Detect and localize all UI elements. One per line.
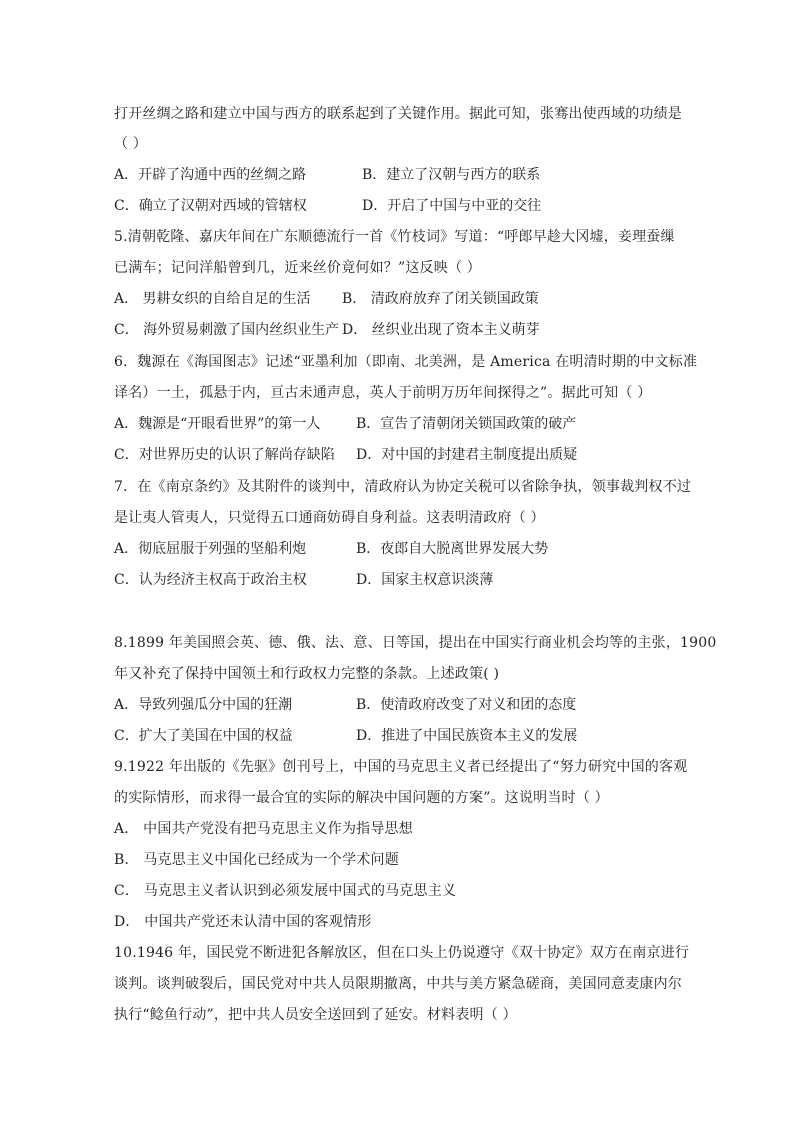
question-4-stem-line-1: 打开丝绸之路和建立中国与西方的联系起到了关键作用。据此可知，张骞出使西域的功绩是: [114, 106, 682, 122]
question-7-option-a[interactable]: A．彻底屈服于列强的坚船利炮: [114, 541, 307, 557]
question-4-option-d[interactable]: D．开启了中国与中亚的交往: [362, 198, 542, 214]
question-4-options-row-1: [114, 165, 694, 185]
question-6-option-c[interactable]: C．对世界历史的认识了解尚存缺陷: [114, 447, 335, 463]
question-7-options-row-2: [114, 570, 694, 590]
question-4-option-a[interactable]: A．开辟了沟通中西的丝绸之路: [114, 167, 307, 183]
question-7-stem-line-2: 是让夷人管夷人，只觉得五口通商妨碍自身利益。这表明清政府（ ）: [114, 510, 545, 526]
question-5-options-row-1: [114, 289, 694, 309]
question-8-option-a[interactable]: A．导致列强瓜分中国的狂潮: [114, 697, 293, 713]
question-8-options-row-1: [114, 695, 694, 715]
question-7-option-c[interactable]: C．认为经济主权高于政治主权: [114, 572, 307, 588]
question-10-stem-line-1: 10.1946 年，国民党不断进犯各解放区，但在口头上仍说遵守《双十协定》双方在南京进行: [114, 945, 690, 961]
question-9-option-a[interactable]: A． 中国共产党没有把马克思主义作为指导思想: [114, 821, 413, 837]
question-6-options-row-2: [114, 445, 694, 465]
question-9-option-b[interactable]: B． 马克思主义中国化已经成为一个学术问题: [114, 852, 399, 868]
question-4-option-b[interactable]: B．建立了汉朝与西方的联系: [362, 167, 541, 183]
question-5-option-c[interactable]: C． 海外贸易刺激了国内丝织业生产: [114, 322, 340, 338]
question-8-option-d[interactable]: D．推进了中国民族资本主义的发展: [356, 728, 578, 744]
question-5-stem-line-1: 5.清朝乾隆、嘉庆年间在广东顺德流行一首《竹枝词》写道：“呼郎早趁大冈墟，妾理蚕缫: [114, 229, 675, 245]
question-7-option-b[interactable]: B．夜郎自大脱离世界发展大势: [356, 541, 549, 557]
question-6-option-b[interactable]: B．宣告了清朝闭关锁国政策的破产: [356, 416, 577, 432]
question-6-option-a[interactable]: A．魏源是“开眼看世界”的第一人: [114, 416, 321, 432]
question-9-stem-line-1: 9.1922 年出版的《先驱》创刊号上，中国的马克思主义者已经提出了“努力研究中国的客观: [114, 759, 688, 775]
question-6-stem-line-1: 6．魏源在《海国图志》记述“亚墨利加（即南、北美洲，是 America 在明清时期的中文标准: [114, 354, 698, 370]
question-4-option-c[interactable]: C．确立了汉朝对西域的管辖权: [114, 198, 307, 214]
question-5-option-a[interactable]: A． 男耕女织的自给自足的生活: [114, 291, 311, 307]
question-5-option-b[interactable]: B． 清政府放弃了闭关锁国政策: [342, 291, 539, 307]
question-5-option-d[interactable]: D． 丝织业出现了资本主义萌芽: [342, 322, 540, 338]
question-7-stem-line-1: 7．在《南京条约》及其附件的谈判中，清政府认为协定关税可以省除争执，领事裁判权不过: [114, 479, 692, 495]
question-4-answer-blank: （ ）: [114, 136, 148, 152]
question-8-stem-line-1: 8.1899 年美国照会英、德、俄、法、意、日等国，提出在中国实行商业机会均等的主张，1900: [114, 635, 717, 651]
question-10-stem-line-3: 执行“鲶鱼行动”，把中共人员安全送回到了延安。材料表明（ ）: [114, 1007, 517, 1023]
question-8-option-b[interactable]: B．使清政府改变了对义和团的态度: [356, 697, 577, 713]
question-10-stem-line-2: 谈判。谈判破裂后，国民党对中共人员限期撤离，中共与美方紧急磋商，美国同意麦康内尔: [114, 976, 682, 992]
question-8-stem-line-2: 年又补充了保持中国领土和行政权力完整的条款。上述政策( ): [114, 666, 500, 682]
question-7-option-d[interactable]: D．国家主权意识淡薄: [356, 572, 494, 588]
question-7-options-row-1: [114, 539, 694, 559]
question-4-options-row-2: [114, 196, 694, 216]
question-6-stem-line-2: 译名）一土，孤悬于内，亘古未通声息，英人于前明万历年间探得之”。据此可知（ ）: [114, 385, 652, 401]
question-6-option-d[interactable]: D．对中国的封建君主制度提出质疑: [356, 447, 578, 463]
question-9-stem-line-2: 的实际情形，而求得一最合宜的实际的解决中国问题的方案”。这说明当时（ ）: [114, 790, 609, 806]
question-9-option-c[interactable]: C． 马克思主义者认识到必须发展中国式的马克思主义: [114, 883, 457, 899]
question-8-option-c[interactable]: C．扩大了美国在中国的权益: [114, 728, 293, 744]
question-6-options-row-1: [114, 414, 694, 434]
question-9-option-d[interactable]: D． 中国共产党还未认清中国的客观情形: [114, 914, 372, 930]
question-5-options-row-2: [114, 320, 694, 340]
question-5-stem-line-2: 已满车；记问洋船曾到几，近来丝价竟何如？”这反映（ ）: [114, 260, 482, 276]
question-8-options-row-2: [114, 726, 694, 746]
